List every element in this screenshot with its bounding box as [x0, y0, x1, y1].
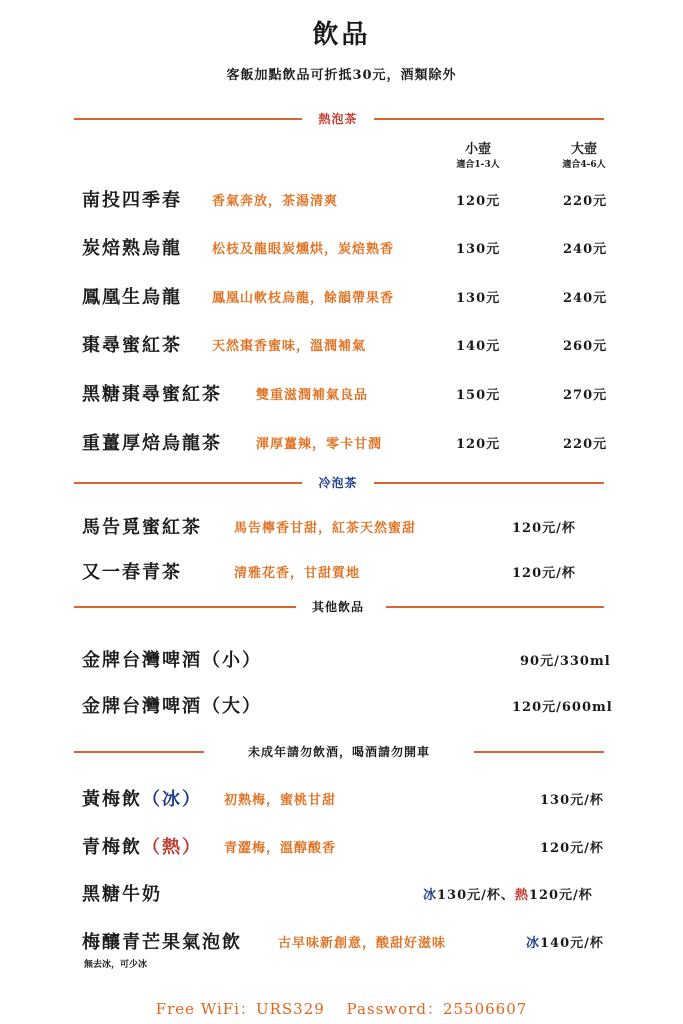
- menu-item-name: 梅釀青芒果氣泡飲: [82, 932, 242, 953]
- price-bottle: 120元/600ml: [512, 700, 613, 715]
- section-warning-label: 未成年請勿飲酒，喝酒請勿開車: [247, 745, 430, 759]
- menu-item-name: 馬告覓蜜紅茶: [82, 517, 202, 538]
- ice-tag: 冰: [526, 936, 541, 951]
- ice-price: 140元/杯: [540, 936, 604, 951]
- menu-item-name: 金牌台灣啤酒（大）: [82, 696, 262, 717]
- ice-tag: （冰）: [142, 789, 202, 810]
- price-small: 120元: [456, 437, 501, 452]
- menu-item-name: 鳳凰生烏龍: [82, 287, 182, 308]
- menu-item-desc: 初熟梅，蜜桃甘甜: [224, 793, 337, 808]
- section-cold-tea-label: 冷泡茶: [318, 476, 358, 490]
- divider-left: [74, 606, 296, 608]
- menu-item-name: 南投四季春: [82, 190, 182, 211]
- price-cup: 120元/杯: [512, 566, 576, 581]
- price-bottle: 90元/330ml: [520, 654, 611, 669]
- price-large: 240元: [563, 242, 608, 257]
- hot-tag: （熱）: [142, 837, 202, 858]
- section-hot-tea-label: 熱泡茶: [318, 112, 358, 126]
- menu-item-name: 又一春青茶: [82, 562, 182, 583]
- item-name-text: 黃梅飲: [82, 789, 142, 810]
- divider-right: [374, 118, 604, 120]
- col-small-head: 小壺: [464, 142, 491, 157]
- menu-item-name: 黑糖牛奶: [82, 884, 162, 905]
- menu-item-desc: 鳳凰山軟枝烏龍，餘韻帶果香: [212, 291, 395, 306]
- wifi-info: Free WiFi：URS329 Password：25506607: [155, 1000, 528, 1018]
- col-small-note: 適合1-3人: [456, 160, 500, 170]
- price-large: 270元: [563, 388, 608, 403]
- price-small: 140元: [456, 339, 501, 354]
- menu-item-name: [82, 785, 202, 811]
- price-small: 130元: [456, 291, 501, 306]
- price-large: 260元: [563, 339, 608, 354]
- menu-item-name: 重薑厚焙烏龍茶: [82, 433, 222, 454]
- menu-item-name: 金牌台灣啤酒（小）: [82, 650, 262, 671]
- menu-item-desc: 古早味新創意，酸甜好滋味: [278, 936, 447, 951]
- menu-item-name: 炭焙熟烏龍: [82, 238, 182, 259]
- menu-item-name: 棗尋蜜紅茶: [82, 335, 182, 356]
- menu-item-desc: 渾厚薑辣，零卡甘潤: [256, 437, 383, 452]
- price-large: 240元: [563, 291, 608, 306]
- divider-left: [74, 751, 204, 753]
- price-large: 220元: [563, 194, 608, 209]
- divider-right: [386, 606, 604, 608]
- col-large-head: 大壺: [570, 142, 597, 157]
- menu-item-desc: 松枝及龍眼炭燻烘，炭焙熟香: [212, 242, 395, 257]
- price-small: 130元: [456, 242, 501, 257]
- ice-price: 130元/杯、: [437, 888, 515, 903]
- divider-right: [474, 751, 604, 753]
- page-subtitle: 客飯加點飲品可折抵30元，酒類除外: [226, 68, 457, 83]
- item-name-text: 青梅飲: [82, 837, 142, 858]
- price-cup: [526, 932, 604, 951]
- menu-item-name: [82, 833, 202, 859]
- page-title: 飲品: [312, 20, 371, 50]
- price-small: 150元: [456, 388, 501, 403]
- item-note: 無去冰，可少冰: [84, 960, 148, 970]
- divider-left: [74, 118, 302, 120]
- menu-item-desc: 青澀梅，溫醇酸香: [224, 841, 337, 856]
- price-cup: 130元/杯: [540, 793, 604, 808]
- menu-item-name: 黑糖棗尋蜜紅茶: [82, 384, 222, 405]
- menu-item-desc: 天然棗香蜜味，溫潤補氣: [212, 339, 367, 354]
- hot-tag: 熱: [514, 888, 529, 903]
- menu-item-desc: 馬告檸香甘甜，紅茶天然蜜甜: [234, 521, 417, 536]
- col-large-note: 適合4-6人: [562, 160, 606, 170]
- price-large: 220元: [563, 437, 608, 452]
- price-cup: 120元/杯: [540, 841, 604, 856]
- price-ice-hot: [423, 884, 593, 903]
- price-small: 120元: [456, 194, 501, 209]
- menu-item-desc: 清雅花香，甘甜質地: [234, 566, 361, 581]
- menu-item-desc: 香氣奔放，茶湯清爽: [212, 194, 339, 209]
- divider-right: [374, 482, 604, 484]
- menu-item-desc: 雙重滋潤補氣良品: [256, 388, 369, 403]
- hot-price: 120元/杯: [528, 888, 593, 903]
- ice-tag: 冰: [423, 888, 438, 903]
- divider-left: [74, 482, 302, 484]
- price-cup: 120元/杯: [512, 521, 576, 536]
- section-other-label: 其他飲品: [311, 600, 364, 614]
